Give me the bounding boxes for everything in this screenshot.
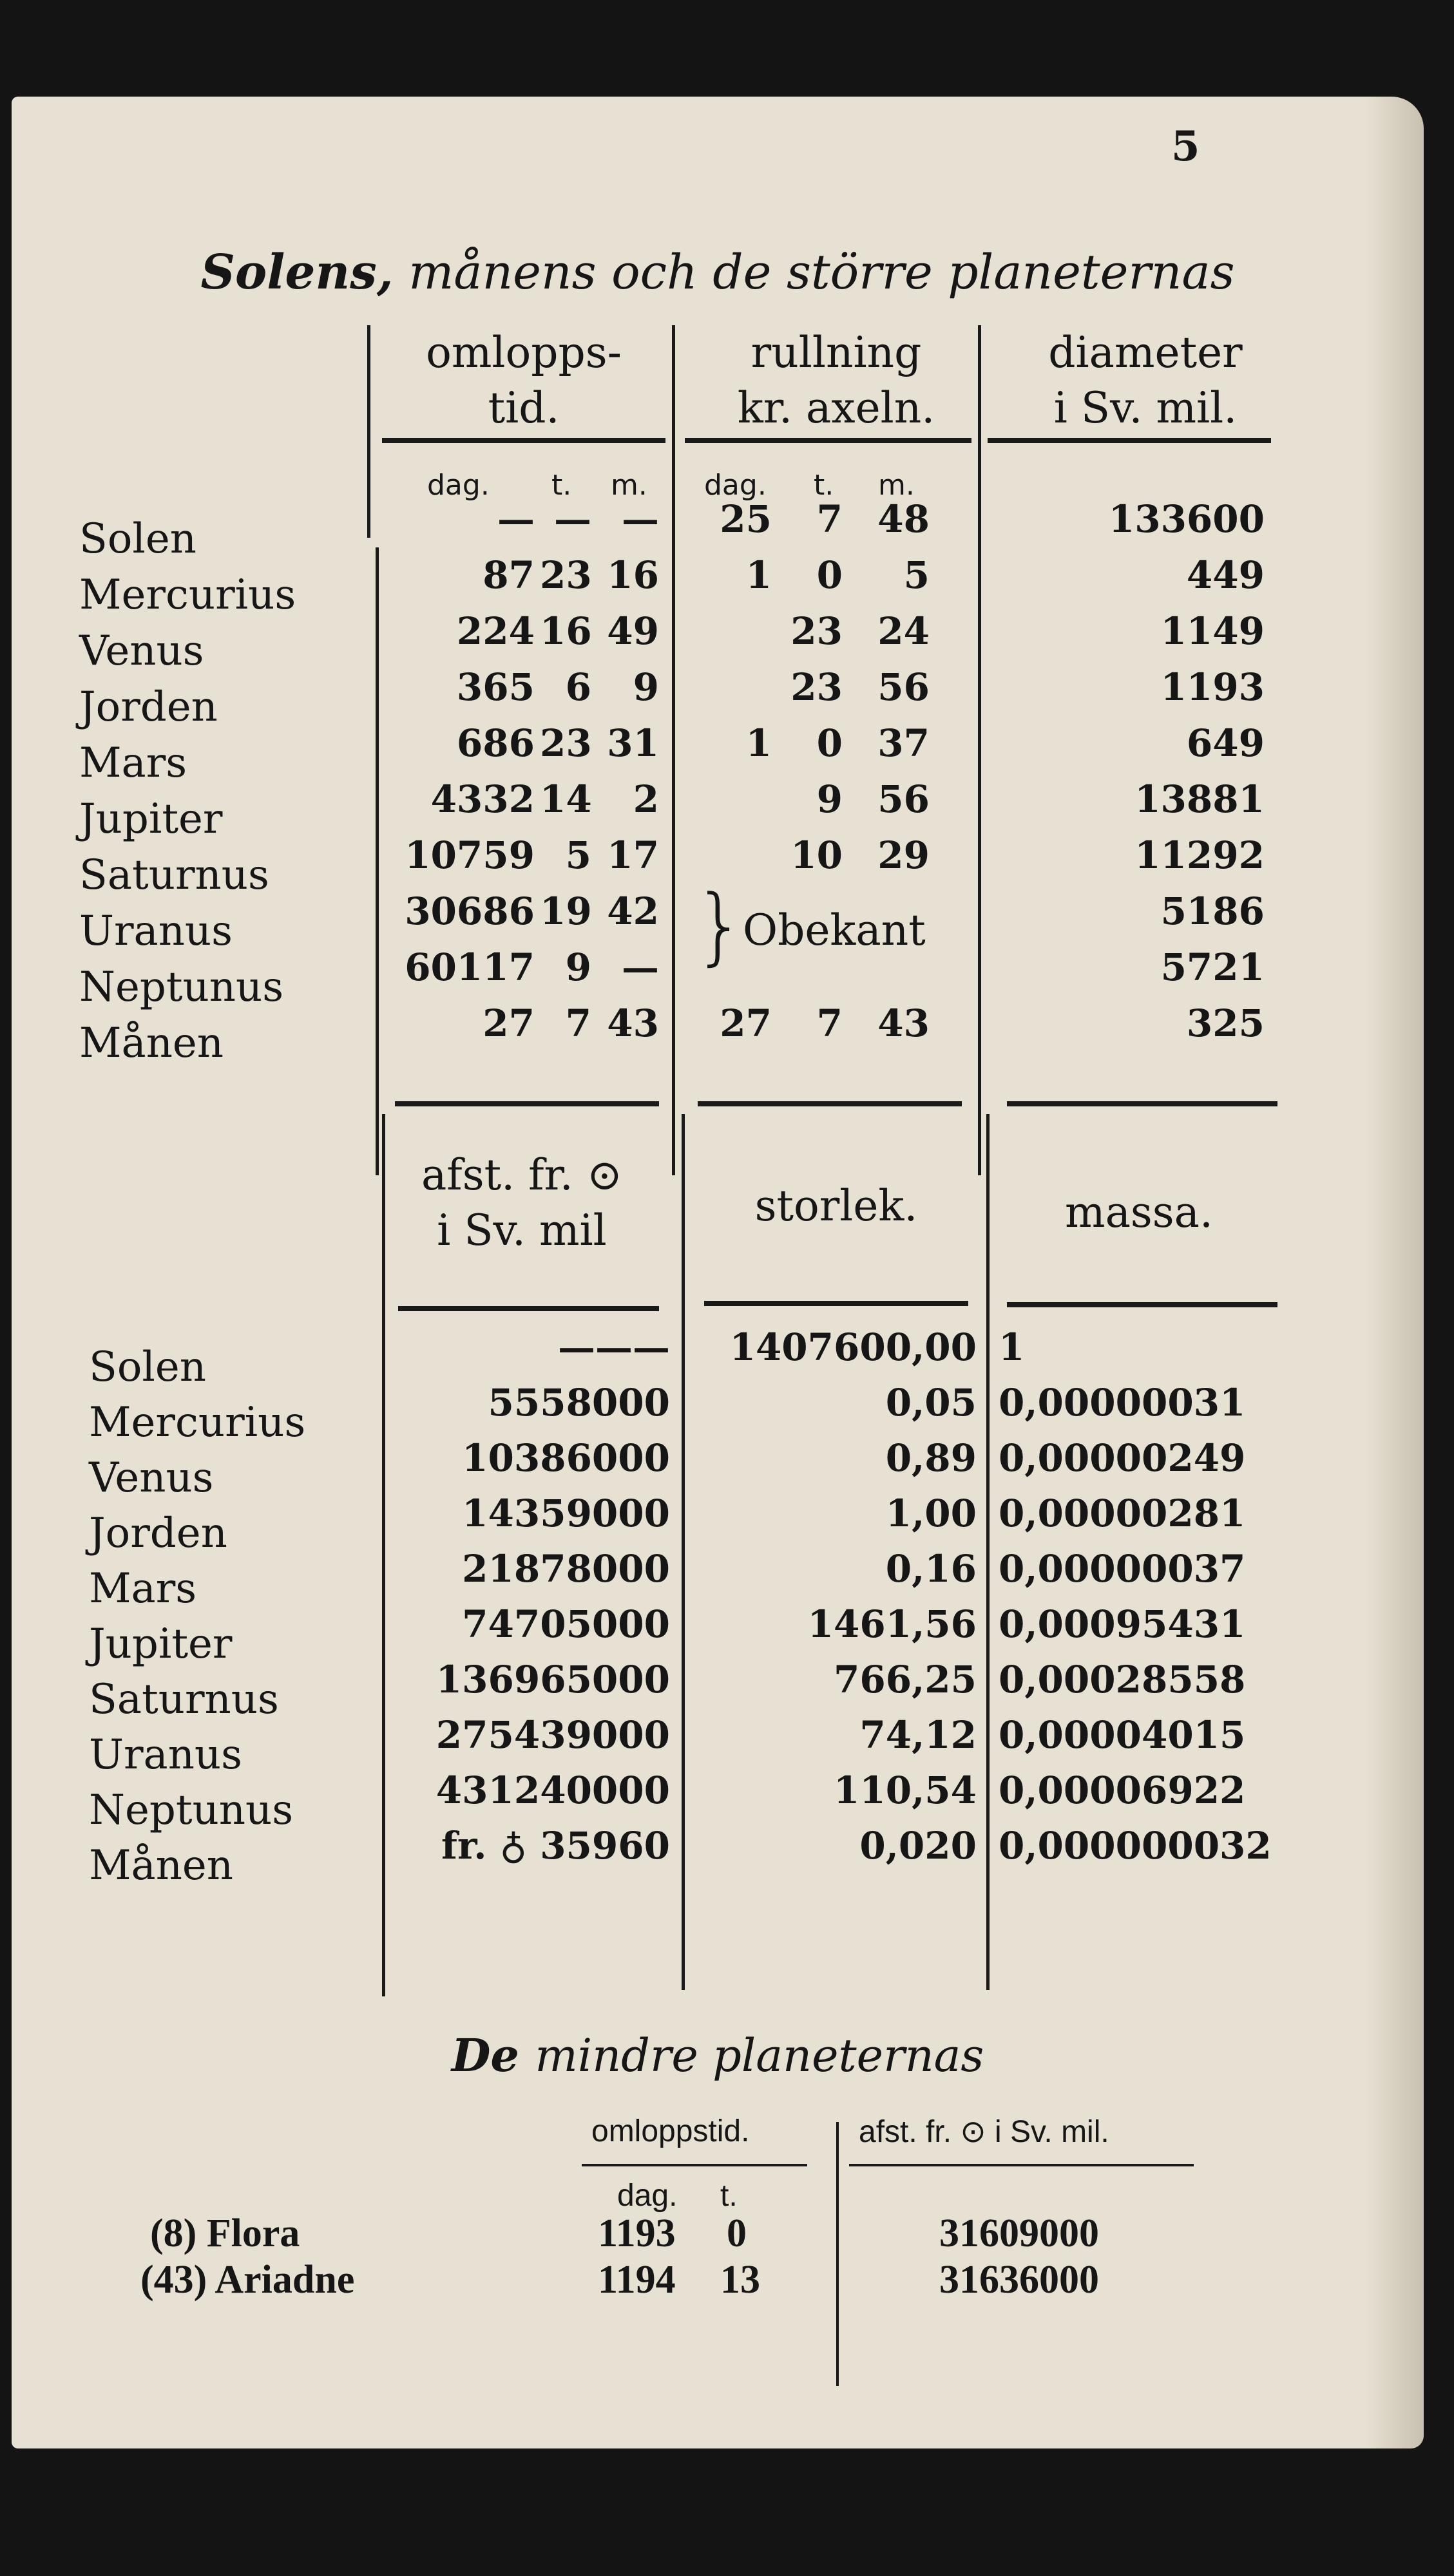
t1-om-dag: 224 bbox=[456, 609, 535, 653]
t2-name: Venus bbox=[89, 1454, 214, 1502]
minor-rule-afst bbox=[849, 2164, 1194, 2166]
t1-om-t: 19 bbox=[540, 889, 592, 933]
t1-om-t: 6 bbox=[565, 665, 591, 709]
minor-divider bbox=[836, 2122, 839, 2386]
table1-divider-left-body bbox=[376, 547, 379, 1175]
t2-name: Jupiter bbox=[89, 1620, 233, 1668]
t1-diam: 133600 bbox=[1108, 497, 1265, 541]
t1-diam: 649 bbox=[1186, 721, 1265, 765]
title-rest: månens och de större planeternas bbox=[408, 245, 1235, 300]
t2-storlek: 74,12 bbox=[859, 1713, 977, 1757]
sub-ru-dag: dag. bbox=[704, 469, 767, 502]
t2-top-rule-storlek bbox=[698, 1101, 962, 1106]
t1-ru-m: 5 bbox=[903, 553, 930, 597]
t1-ru-dag: 25 bbox=[720, 497, 772, 541]
t1-om-dag: 10759 bbox=[405, 833, 535, 877]
t1-name: Jorden bbox=[79, 683, 218, 731]
header-rule-diameter bbox=[988, 438, 1271, 443]
t2-name: Solen bbox=[89, 1343, 206, 1391]
t1-om-m: — bbox=[622, 945, 659, 989]
minor-afst: 31609000 bbox=[939, 2211, 1099, 2255]
t2-massa: 0,00004015 bbox=[999, 1713, 1246, 1757]
t1-om-t: — bbox=[554, 497, 591, 541]
t2-name: Månen bbox=[89, 1842, 233, 1889]
t1-name: Uranus bbox=[79, 907, 233, 955]
t2-name: Saturnus bbox=[89, 1676, 279, 1723]
t2-afst: ——— bbox=[558, 1325, 670, 1369]
t1-om-t: 16 bbox=[540, 609, 592, 653]
t1-diam: 13881 bbox=[1134, 777, 1265, 821]
t2-massa: 0,00028558 bbox=[999, 1658, 1246, 1701]
header-rullning: rullning kr. axeln. bbox=[737, 328, 935, 433]
minor-name: (43) Ariadne bbox=[140, 2258, 355, 2302]
sub-om-m: m. bbox=[611, 469, 647, 502]
t1-ru-m: 24 bbox=[877, 609, 930, 653]
brace-icon: } bbox=[693, 876, 747, 974]
t1-ru-t: 7 bbox=[816, 497, 843, 541]
t2-afst: 275439000 bbox=[435, 1713, 670, 1757]
t1-name: Neptunus bbox=[79, 963, 284, 1011]
title-bold: Solens, bbox=[200, 245, 394, 300]
page-number: 5 bbox=[1171, 122, 1200, 171]
t1-diam: 11292 bbox=[1134, 833, 1265, 877]
t2-divider-mid bbox=[682, 1114, 685, 1990]
t1-ru-t: 10 bbox=[790, 833, 843, 877]
t1-ru-t: 23 bbox=[790, 609, 843, 653]
t2-afst: 431240000 bbox=[435, 1768, 670, 1812]
t2-massa: 0,000000032 bbox=[999, 1824, 1272, 1868]
t1-om-t: 23 bbox=[540, 553, 592, 597]
table1-divider-left bbox=[367, 325, 370, 538]
t1-ru-m: 29 bbox=[877, 833, 930, 877]
t1-name: Saturnus bbox=[79, 851, 269, 899]
header-afst-minor: afst. fr. ⊙ i Sv. mil. bbox=[859, 2115, 1109, 2149]
header-afst: afst. fr. ⊙ i Sv. mil bbox=[421, 1150, 623, 1255]
t1-om-dag: 27 bbox=[483, 1001, 535, 1045]
t1-ru-t: 23 bbox=[790, 665, 843, 709]
t1-om-m: 16 bbox=[607, 553, 659, 597]
t2-afst: 14359000 bbox=[462, 1492, 670, 1535]
t1-om-t: 9 bbox=[565, 945, 591, 989]
t1-ru-m: 56 bbox=[877, 777, 930, 821]
t1-om-t: 23 bbox=[540, 721, 592, 765]
t1-name: Venus bbox=[79, 627, 204, 675]
t1-ru-dag: 1 bbox=[745, 553, 772, 597]
t2-divider-right bbox=[986, 1114, 990, 1990]
table1-divider-mid bbox=[672, 325, 675, 1175]
header-storlek: storlek. bbox=[754, 1181, 918, 1231]
minor-sub-dag: dag. bbox=[617, 2179, 678, 2213]
t1-name: Månen bbox=[79, 1019, 224, 1067]
t1-ru-t: 9 bbox=[816, 777, 843, 821]
sub-ru-t: t. bbox=[814, 469, 834, 502]
t1-name: Mars bbox=[79, 739, 187, 787]
t1-om-t: 7 bbox=[565, 1001, 591, 1045]
t2-storlek: 0,16 bbox=[885, 1547, 977, 1591]
t2-massa: 0,00095431 bbox=[999, 1602, 1246, 1646]
header-rule-omlopp bbox=[382, 438, 665, 443]
t2-storlek: 0,89 bbox=[885, 1436, 977, 1480]
t1-name: Jupiter bbox=[79, 795, 223, 843]
t2-storlek: 0,020 bbox=[859, 1824, 977, 1868]
t1-diam: 1149 bbox=[1160, 609, 1265, 653]
t1-om-t: 14 bbox=[540, 777, 592, 821]
t1-diam: 449 bbox=[1186, 553, 1265, 597]
t2-name: Neptunus bbox=[89, 1786, 294, 1834]
t1-ru-m: 37 bbox=[877, 721, 930, 765]
header-massa: massa. bbox=[1064, 1188, 1213, 1237]
t2-divider-left bbox=[382, 1114, 385, 1996]
t1-om-dag: 4332 bbox=[430, 777, 535, 821]
t1-diam: 1193 bbox=[1160, 665, 1265, 709]
t2-top-rule-afst bbox=[395, 1101, 659, 1106]
t2-massa: 0,00000249 bbox=[999, 1436, 1246, 1480]
sub-om-dag: dag. bbox=[427, 469, 490, 502]
t1-ru-dag: 1 bbox=[745, 721, 772, 765]
t2-storlek: 1407600,00 bbox=[729, 1325, 977, 1369]
t1-om-dag: — bbox=[497, 497, 535, 541]
minor-rule-omlopp bbox=[582, 2164, 807, 2166]
t2-massa: 0,00000037 bbox=[999, 1547, 1246, 1591]
t1-om-dag: 60117 bbox=[405, 945, 535, 989]
sub-om-t: t. bbox=[551, 469, 572, 502]
t1-om-m: — bbox=[622, 497, 659, 541]
minor-t: 13 bbox=[720, 2258, 760, 2302]
t1-om-t: 5 bbox=[565, 833, 591, 877]
t1-om-dag: 686 bbox=[456, 721, 535, 765]
t2-afst: 10386000 bbox=[462, 1436, 670, 1480]
t2-storlek: 0,05 bbox=[885, 1381, 977, 1425]
t1-ru-m: 43 bbox=[877, 1001, 930, 1045]
t1-ru-t: 0 bbox=[816, 721, 843, 765]
t1-diam: 5186 bbox=[1160, 889, 1265, 933]
sub-ru-m: m. bbox=[878, 469, 915, 502]
t2-massa: 0,00000031 bbox=[999, 1381, 1246, 1425]
t2-name: Uranus bbox=[89, 1731, 242, 1779]
minor-t: 0 bbox=[727, 2211, 747, 2255]
t1-om-m: 43 bbox=[607, 1001, 659, 1045]
table1-divider-right bbox=[978, 325, 981, 1175]
t1-name: Solen bbox=[79, 515, 196, 563]
t2-massa: 0,00000281 bbox=[999, 1492, 1246, 1535]
obekant-label: Obekant bbox=[743, 905, 926, 955]
header-rule-rullning bbox=[685, 438, 971, 443]
t2-storlek: 766,25 bbox=[834, 1658, 977, 1701]
t2-storlek: 110,54 bbox=[834, 1768, 977, 1812]
t1-om-m: 17 bbox=[607, 833, 659, 877]
t1-diam: 5721 bbox=[1160, 945, 1265, 989]
t2-header-rule-storlek bbox=[704, 1301, 968, 1306]
t1-ru-t: 7 bbox=[816, 1001, 843, 1045]
t1-om-m: 31 bbox=[607, 721, 659, 765]
t2-storlek: 1,00 bbox=[885, 1492, 977, 1535]
t1-name: Mercurius bbox=[79, 571, 296, 619]
t1-ru-m: 48 bbox=[877, 497, 930, 541]
t1-om-dag: 30686 bbox=[405, 889, 535, 933]
t1-om-dag: 365 bbox=[456, 665, 535, 709]
t2-massa: 1 bbox=[999, 1325, 1025, 1369]
t2-afst: fr. ♁ 35960 bbox=[441, 1824, 670, 1868]
minor-dag: 1193 bbox=[598, 2211, 676, 2255]
t1-om-dag: 87 bbox=[483, 553, 535, 597]
minor-name: (8) Flora bbox=[150, 2211, 300, 2255]
t1-om-m: 49 bbox=[607, 609, 659, 653]
t2-top-rule-massa bbox=[1007, 1101, 1277, 1106]
minor-sub-t: t. bbox=[720, 2179, 738, 2213]
t1-diam: 325 bbox=[1186, 1001, 1265, 1045]
t2-massa: 0,00006922 bbox=[999, 1768, 1246, 1812]
t2-afst: 21878000 bbox=[462, 1547, 670, 1591]
t1-ru-m: 56 bbox=[877, 665, 930, 709]
t1-om-m: 9 bbox=[633, 665, 659, 709]
book-page bbox=[12, 97, 1424, 2448]
t2-name: Jorden bbox=[89, 1510, 227, 1557]
header-diameter: diameter i Sv. mil. bbox=[1048, 328, 1243, 433]
t1-om-m: 2 bbox=[633, 777, 659, 821]
t2-afst: 136965000 bbox=[435, 1658, 670, 1701]
page-title bbox=[12, 245, 1424, 300]
t2-header-rule-afst bbox=[398, 1306, 659, 1311]
section2-title: De mindre planeternas bbox=[451, 2029, 984, 2082]
t2-afst: 74705000 bbox=[462, 1602, 670, 1646]
minor-dag: 1194 bbox=[598, 2258, 676, 2302]
t2-storlek: 1461,56 bbox=[807, 1602, 977, 1646]
t2-name: Mercurius bbox=[89, 1399, 306, 1446]
minor-afst: 31636000 bbox=[939, 2258, 1099, 2302]
t2-header-rule-massa bbox=[1007, 1302, 1277, 1307]
header-omlopp: omlopps- tid. bbox=[426, 328, 622, 433]
header-omloppstid: omloppstid. bbox=[591, 2114, 750, 2148]
t2-afst: 5558000 bbox=[488, 1381, 670, 1425]
t1-om-m: 42 bbox=[607, 889, 659, 933]
t1-ru-dag: 27 bbox=[720, 1001, 772, 1045]
t1-ru-t: 0 bbox=[816, 553, 843, 597]
t2-name: Mars bbox=[89, 1565, 197, 1613]
